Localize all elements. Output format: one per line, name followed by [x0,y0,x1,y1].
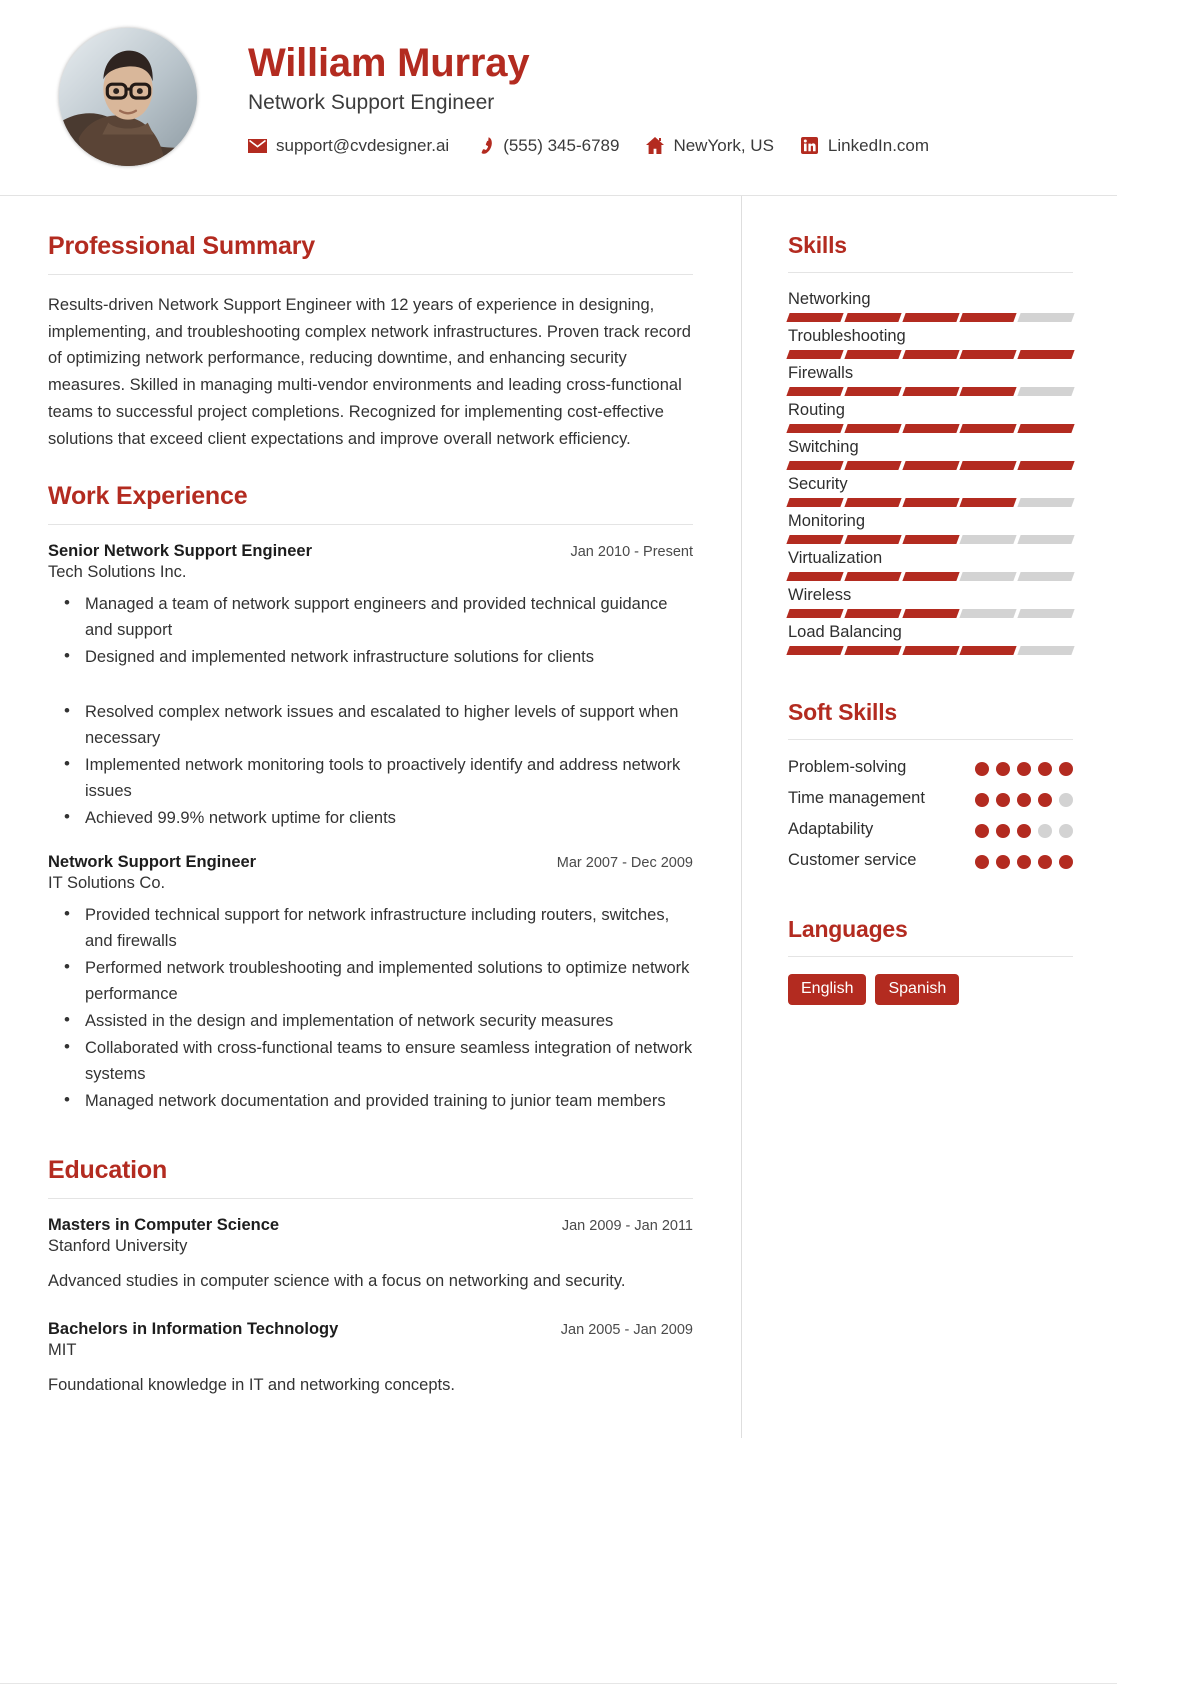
work-entry [48,542,693,831]
skill-bar [788,646,1073,655]
skill-segment [960,609,1017,618]
rating-dot [996,824,1010,838]
skill-segment [902,424,959,433]
education-degree: Bachelors in Information Technology [48,1320,339,1339]
education-entry [48,1216,693,1294]
rating-dot [1059,855,1073,869]
work-date: Mar 2007 - Dec 2009 [556,854,693,871]
skill-segment [1018,572,1075,581]
education-degree: Masters in Computer Science [48,1216,280,1235]
divider [788,272,1073,273]
skill-bar [788,572,1073,581]
rating-dot [975,855,989,869]
skill-segment [1018,424,1075,433]
section-soft-skills [788,699,1073,872]
summary-text: Results-driven Network Support Engineer with 12 years of experience in designing, implementing, and troubleshooting complex network infrastructures. Proven track record of optimizing network performance, reducing downtime, and enhancing security measures. Skilled in managing multi-vendor environments and leading cross-functional teams to successful project completions. Recognized for implementing cost-effective solutions that exceed client expectations and improve overall network efficiency. [48,296,691,448]
skill-segment [786,350,843,359]
contact-location-value: NewYork, US [673,135,774,155]
skill-segment [902,572,959,581]
education-entry [48,1320,693,1398]
skill-label: Wireless [788,586,852,604]
rating-dot [1038,793,1052,807]
rating-dot [1038,762,1052,776]
skill-segment [902,313,959,322]
skill-segment [960,461,1017,470]
skill-segment [786,424,843,433]
skill-row [788,623,1073,655]
divider [48,524,693,525]
education-school: MIT [48,1341,77,1360]
section-languages [788,916,1073,1005]
divider [48,1198,693,1199]
skill-label: Monitoring [788,512,866,530]
work-bullets [48,591,693,831]
rating-dot [1038,855,1052,869]
skill-segment [844,498,901,507]
soft-skill-row [788,788,1073,810]
language-chip-list [788,974,1073,1005]
list-item: • Achieved 99.9% network uptime for clients [83,805,693,831]
skill-segment [786,313,843,322]
skill-segment [844,424,901,433]
skill-segment [786,535,843,544]
contact-phone[interactable] [475,136,619,156]
skill-segment [902,609,959,618]
skill-label: Routing [788,401,845,419]
rating-dot [975,762,989,776]
list-item: • Designed and implemented network infrastructure solutions for clients [83,644,693,670]
soft-skill-label: Adaptability [788,819,874,838]
soft-skill-rating [975,850,1073,869]
contact-list [248,136,929,156]
skill-label: Switching [788,438,859,456]
soft-skill-rating [975,819,1073,838]
section-title: Professional Summary [48,232,315,260]
rating-dot [1017,793,1031,807]
section-skills [788,232,1073,655]
skill-bar [788,535,1073,544]
section-education [48,1156,693,1398]
skill-label: Networking [788,290,871,308]
skill-segment [844,461,901,470]
skill-segment [902,387,959,396]
education-date: Jan 2009 - Jan 2011 [561,1218,693,1235]
skill-label: Virtualization [788,549,883,567]
skill-row [788,475,1073,507]
skill-row [788,586,1073,618]
skill-row [788,327,1073,359]
home-icon [645,137,664,155]
list-item: • Managed network documentation and provided training to junior team members [83,1088,693,1114]
skill-segment [844,572,901,581]
education-description: Foundational knowledge in IT and networking concepts. [48,1376,455,1395]
list-item: • Performed network troubleshooting and implemented solutions to optimize network performance [83,955,693,1007]
contact-email[interactable] [248,136,449,156]
skill-segment [844,313,901,322]
skill-segment [902,498,959,507]
skill-segment [786,461,843,470]
soft-skill-row [788,757,1073,779]
skill-segment [960,572,1017,581]
work-entry [48,853,693,1115]
education-entry-head [48,1320,693,1339]
rating-dot [1017,762,1031,776]
soft-skill-label: Problem-solving [788,758,907,776]
job-title: Network Support Engineer [248,90,495,114]
skill-bar [788,461,1073,470]
work-bullets [48,902,693,1115]
skill-bar [788,609,1073,618]
list-item: • Implemented network monitoring tools to proactively identify and address network issues [83,752,693,804]
rating-dot [996,762,1010,776]
work-role: Senior Network Support Engineer [48,542,313,561]
section-title: Work Experience [48,482,248,511]
section-title: Languages [788,915,908,942]
skill-segment [960,313,1017,322]
skill-bar [788,387,1073,396]
skill-segment [902,461,959,470]
work-org: Tech Solutions Inc. [48,563,187,582]
avatar [58,27,198,167]
skill-segment [960,424,1017,433]
main-column [0,196,742,1438]
rating-dot [975,824,989,838]
skill-row [788,512,1073,544]
skill-label: Security [788,475,848,493]
skill-row [788,438,1073,470]
resume-header [0,0,1117,196]
list-item: • Assisted in the design and implementation of network security measures [83,1008,693,1034]
soft-skill-rating [975,757,1073,776]
skill-segment [1018,387,1075,396]
divider [788,739,1073,740]
skill-row [788,401,1073,433]
rating-dot [1059,824,1073,838]
contact-phone-value: (555) 345-6789 [503,135,620,155]
divider [48,274,693,275]
skill-segment [786,609,843,618]
skill-segment [902,646,959,655]
skill-bar [788,424,1073,433]
skill-segment [1018,350,1075,359]
skill-bar [788,498,1073,507]
soft-skill-label: Customer service [788,850,917,869]
skill-bar [788,350,1073,359]
resume-body [0,196,1117,1438]
header-text-block [248,37,929,156]
skill-label: Firewalls [788,364,854,382]
list-item: • Resolved complex network issues and escalated to higher levels of support when necessary [83,699,693,751]
skill-segment [960,350,1017,359]
sidebar-column [742,196,1117,1438]
skill-segment [902,535,959,544]
skill-segment [960,498,1017,507]
work-entry-head [48,542,693,561]
skill-segment [844,535,901,544]
education-school: Stanford University [48,1237,188,1256]
linkedin-icon [800,137,819,155]
soft-skill-row [788,819,1073,841]
work-role: Network Support Engineer [48,852,257,871]
contact-email-value: support@cvdesigner.ai [276,135,450,155]
rating-dot [1017,855,1031,869]
skill-segment [1018,646,1075,655]
skill-segment [1018,461,1075,470]
rating-dot [996,793,1010,807]
skill-segment [902,350,959,359]
soft-skill-rating [975,788,1073,807]
skill-label: Load Balancing [788,623,902,641]
work-entry-head [48,853,693,872]
envelope-icon [248,137,267,155]
divider [788,956,1073,957]
contact-location[interactable] [645,136,773,156]
skill-segment [844,350,901,359]
skill-segment [960,535,1017,544]
skill-segment [844,646,901,655]
education-description: Advanced studies in computer science with a focus on networking and security. [48,1272,626,1291]
skill-segment [786,387,843,396]
soft-skill-label: Time management [788,788,925,807]
skill-segment [1018,609,1075,618]
work-org: IT Solutions Co. [48,873,166,892]
list-item: • Provided technical support for network infrastructure including routers, switches, and firewalls [83,902,693,954]
education-entry-head [48,1216,693,1235]
page-title: William Murray [248,41,530,86]
skill-row [788,364,1073,396]
section-title: Soft Skills [788,699,897,725]
language-chip[interactable]: Spanish [875,974,959,1005]
skill-row [788,549,1073,581]
section-title: Education [48,1156,168,1185]
contact-linkedin-value: LinkedIn.com [827,135,930,155]
work-date: Jan 2010 - Present [570,544,693,561]
rating-dot [975,793,989,807]
skill-segment [960,387,1017,396]
rating-dot [1038,824,1052,838]
skill-segment [844,387,901,396]
skill-segment [960,646,1017,655]
section-work-experience [48,482,693,1114]
skill-segment [1018,498,1075,507]
skill-segment [1018,535,1075,544]
skill-segment [786,572,843,581]
skill-segment [786,498,843,507]
phone-icon [475,137,494,155]
list-item: • Managed a team of network support engineers and provided technical guidance and support [83,591,693,643]
skill-label: Troubleshooting [788,327,906,345]
section-professional-summary [48,232,693,452]
list-item-spacer [83,672,693,698]
skill-segment [1018,313,1075,322]
rating-dot [996,855,1010,869]
skill-segment [844,609,901,618]
list-item: • Collaborated with cross-functional teams to ensure seamless integration of network systems [83,1035,693,1087]
skill-row [788,290,1073,322]
rating-dot [1059,762,1073,776]
language-chip[interactable]: English [788,974,866,1005]
contact-linkedin[interactable] [800,136,929,156]
skill-segment [786,646,843,655]
soft-skill-row [788,850,1073,872]
rating-dot [1017,824,1031,838]
section-title: Skills [788,232,847,258]
rating-dot [1059,793,1073,807]
education-date: Jan 2005 - Jan 2009 [560,1322,693,1339]
skill-bar [788,313,1073,322]
